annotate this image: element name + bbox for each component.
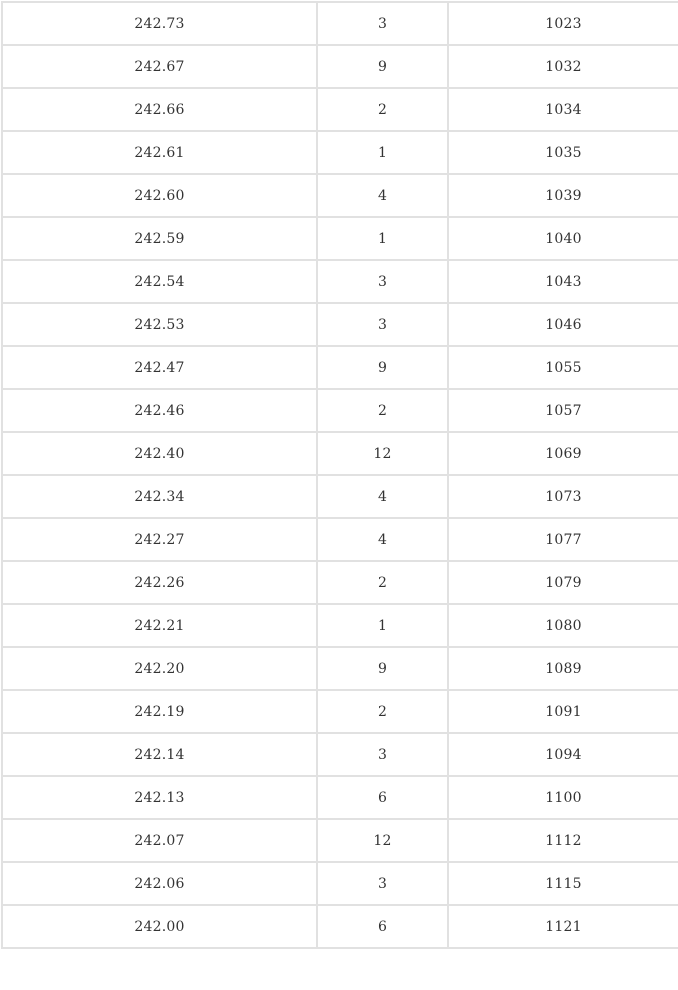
score-cell: 242.54 xyxy=(2,260,317,303)
score-cell: 242.61 xyxy=(2,131,317,174)
cumulative-cell: 1089 xyxy=(448,647,678,690)
score-cell: 242.14 xyxy=(2,733,317,776)
score-cell: 242.21 xyxy=(2,604,317,647)
cumulative-cell: 1100 xyxy=(448,776,678,819)
count-cell: 3 xyxy=(317,260,448,303)
count-cell: 4 xyxy=(317,475,448,518)
cumulative-cell: 1040 xyxy=(448,217,678,260)
cumulative-cell: 1057 xyxy=(448,389,678,432)
score-cell: 242.73 xyxy=(2,2,317,45)
table-row xyxy=(2,217,678,260)
table-row xyxy=(2,88,678,131)
cumulative-cell: 1079 xyxy=(448,561,678,604)
table-row xyxy=(2,604,678,647)
cumulative-cell: 1046 xyxy=(448,303,678,346)
table-row xyxy=(2,346,678,389)
table-row xyxy=(2,561,678,604)
count-cell: 3 xyxy=(317,303,448,346)
cumulative-cell: 1069 xyxy=(448,432,678,475)
count-cell: 9 xyxy=(317,346,448,389)
cumulative-cell: 1035 xyxy=(448,131,678,174)
count-cell: 2 xyxy=(317,690,448,733)
count-cell: 3 xyxy=(317,733,448,776)
count-cell: 6 xyxy=(317,905,448,948)
cumulative-cell: 1077 xyxy=(448,518,678,561)
cumulative-cell: 1034 xyxy=(448,88,678,131)
cumulative-cell: 1023 xyxy=(448,2,678,45)
score-cell: 242.40 xyxy=(2,432,317,475)
count-cell: 1 xyxy=(317,217,448,260)
count-cell: 6 xyxy=(317,776,448,819)
table-row xyxy=(2,776,678,819)
score-cell: 242.59 xyxy=(2,217,317,260)
cumulative-cell: 1073 xyxy=(448,475,678,518)
score-cell: 242.60 xyxy=(2,174,317,217)
cumulative-cell: 1055 xyxy=(448,346,678,389)
table-row xyxy=(2,260,678,303)
table-row xyxy=(2,45,678,88)
count-cell: 1 xyxy=(317,604,448,647)
cumulative-cell: 1032 xyxy=(448,45,678,88)
count-cell: 2 xyxy=(317,561,448,604)
count-cell: 12 xyxy=(317,432,448,475)
cumulative-cell: 1112 xyxy=(448,819,678,862)
score-cell: 242.19 xyxy=(2,690,317,733)
score-cell: 242.27 xyxy=(2,518,317,561)
table-row xyxy=(2,862,678,905)
cumulative-cell: 1080 xyxy=(448,604,678,647)
table-row xyxy=(2,475,678,518)
score-cell: 242.67 xyxy=(2,45,317,88)
table-row xyxy=(2,174,678,217)
score-cell: 242.20 xyxy=(2,647,317,690)
table-row xyxy=(2,690,678,733)
cumulative-cell: 1043 xyxy=(448,260,678,303)
score-cell: 242.00 xyxy=(2,905,317,948)
table-row xyxy=(2,432,678,475)
count-cell: 9 xyxy=(317,647,448,690)
score-cell: 242.13 xyxy=(2,776,317,819)
score-cell: 242.47 xyxy=(2,346,317,389)
count-cell: 12 xyxy=(317,819,448,862)
table-row xyxy=(2,131,678,174)
cumulative-cell: 1091 xyxy=(448,690,678,733)
table-row xyxy=(2,518,678,561)
count-cell: 2 xyxy=(317,88,448,131)
score-cell: 242.66 xyxy=(2,88,317,131)
count-cell: 2 xyxy=(317,389,448,432)
table-row xyxy=(2,303,678,346)
count-cell: 3 xyxy=(317,2,448,45)
table-row xyxy=(2,389,678,432)
cumulative-cell: 1121 xyxy=(448,905,678,948)
score-cell: 242.06 xyxy=(2,862,317,905)
count-cell: 9 xyxy=(317,45,448,88)
score-table xyxy=(1,1,678,949)
cumulative-cell: 1094 xyxy=(448,733,678,776)
score-cell: 242.34 xyxy=(2,475,317,518)
cumulative-cell: 1039 xyxy=(448,174,678,217)
table-row xyxy=(2,905,678,948)
table-row xyxy=(2,647,678,690)
cumulative-cell: 1115 xyxy=(448,862,678,905)
count-cell: 3 xyxy=(317,862,448,905)
score-cell: 242.26 xyxy=(2,561,317,604)
score-cell: 242.07 xyxy=(2,819,317,862)
table-row xyxy=(2,733,678,776)
count-cell: 4 xyxy=(317,174,448,217)
score-cell: 242.46 xyxy=(2,389,317,432)
table-row xyxy=(2,819,678,862)
count-cell: 1 xyxy=(317,131,448,174)
score-cell: 242.53 xyxy=(2,303,317,346)
table-row xyxy=(2,2,678,45)
table-body xyxy=(2,2,678,948)
count-cell: 4 xyxy=(317,518,448,561)
